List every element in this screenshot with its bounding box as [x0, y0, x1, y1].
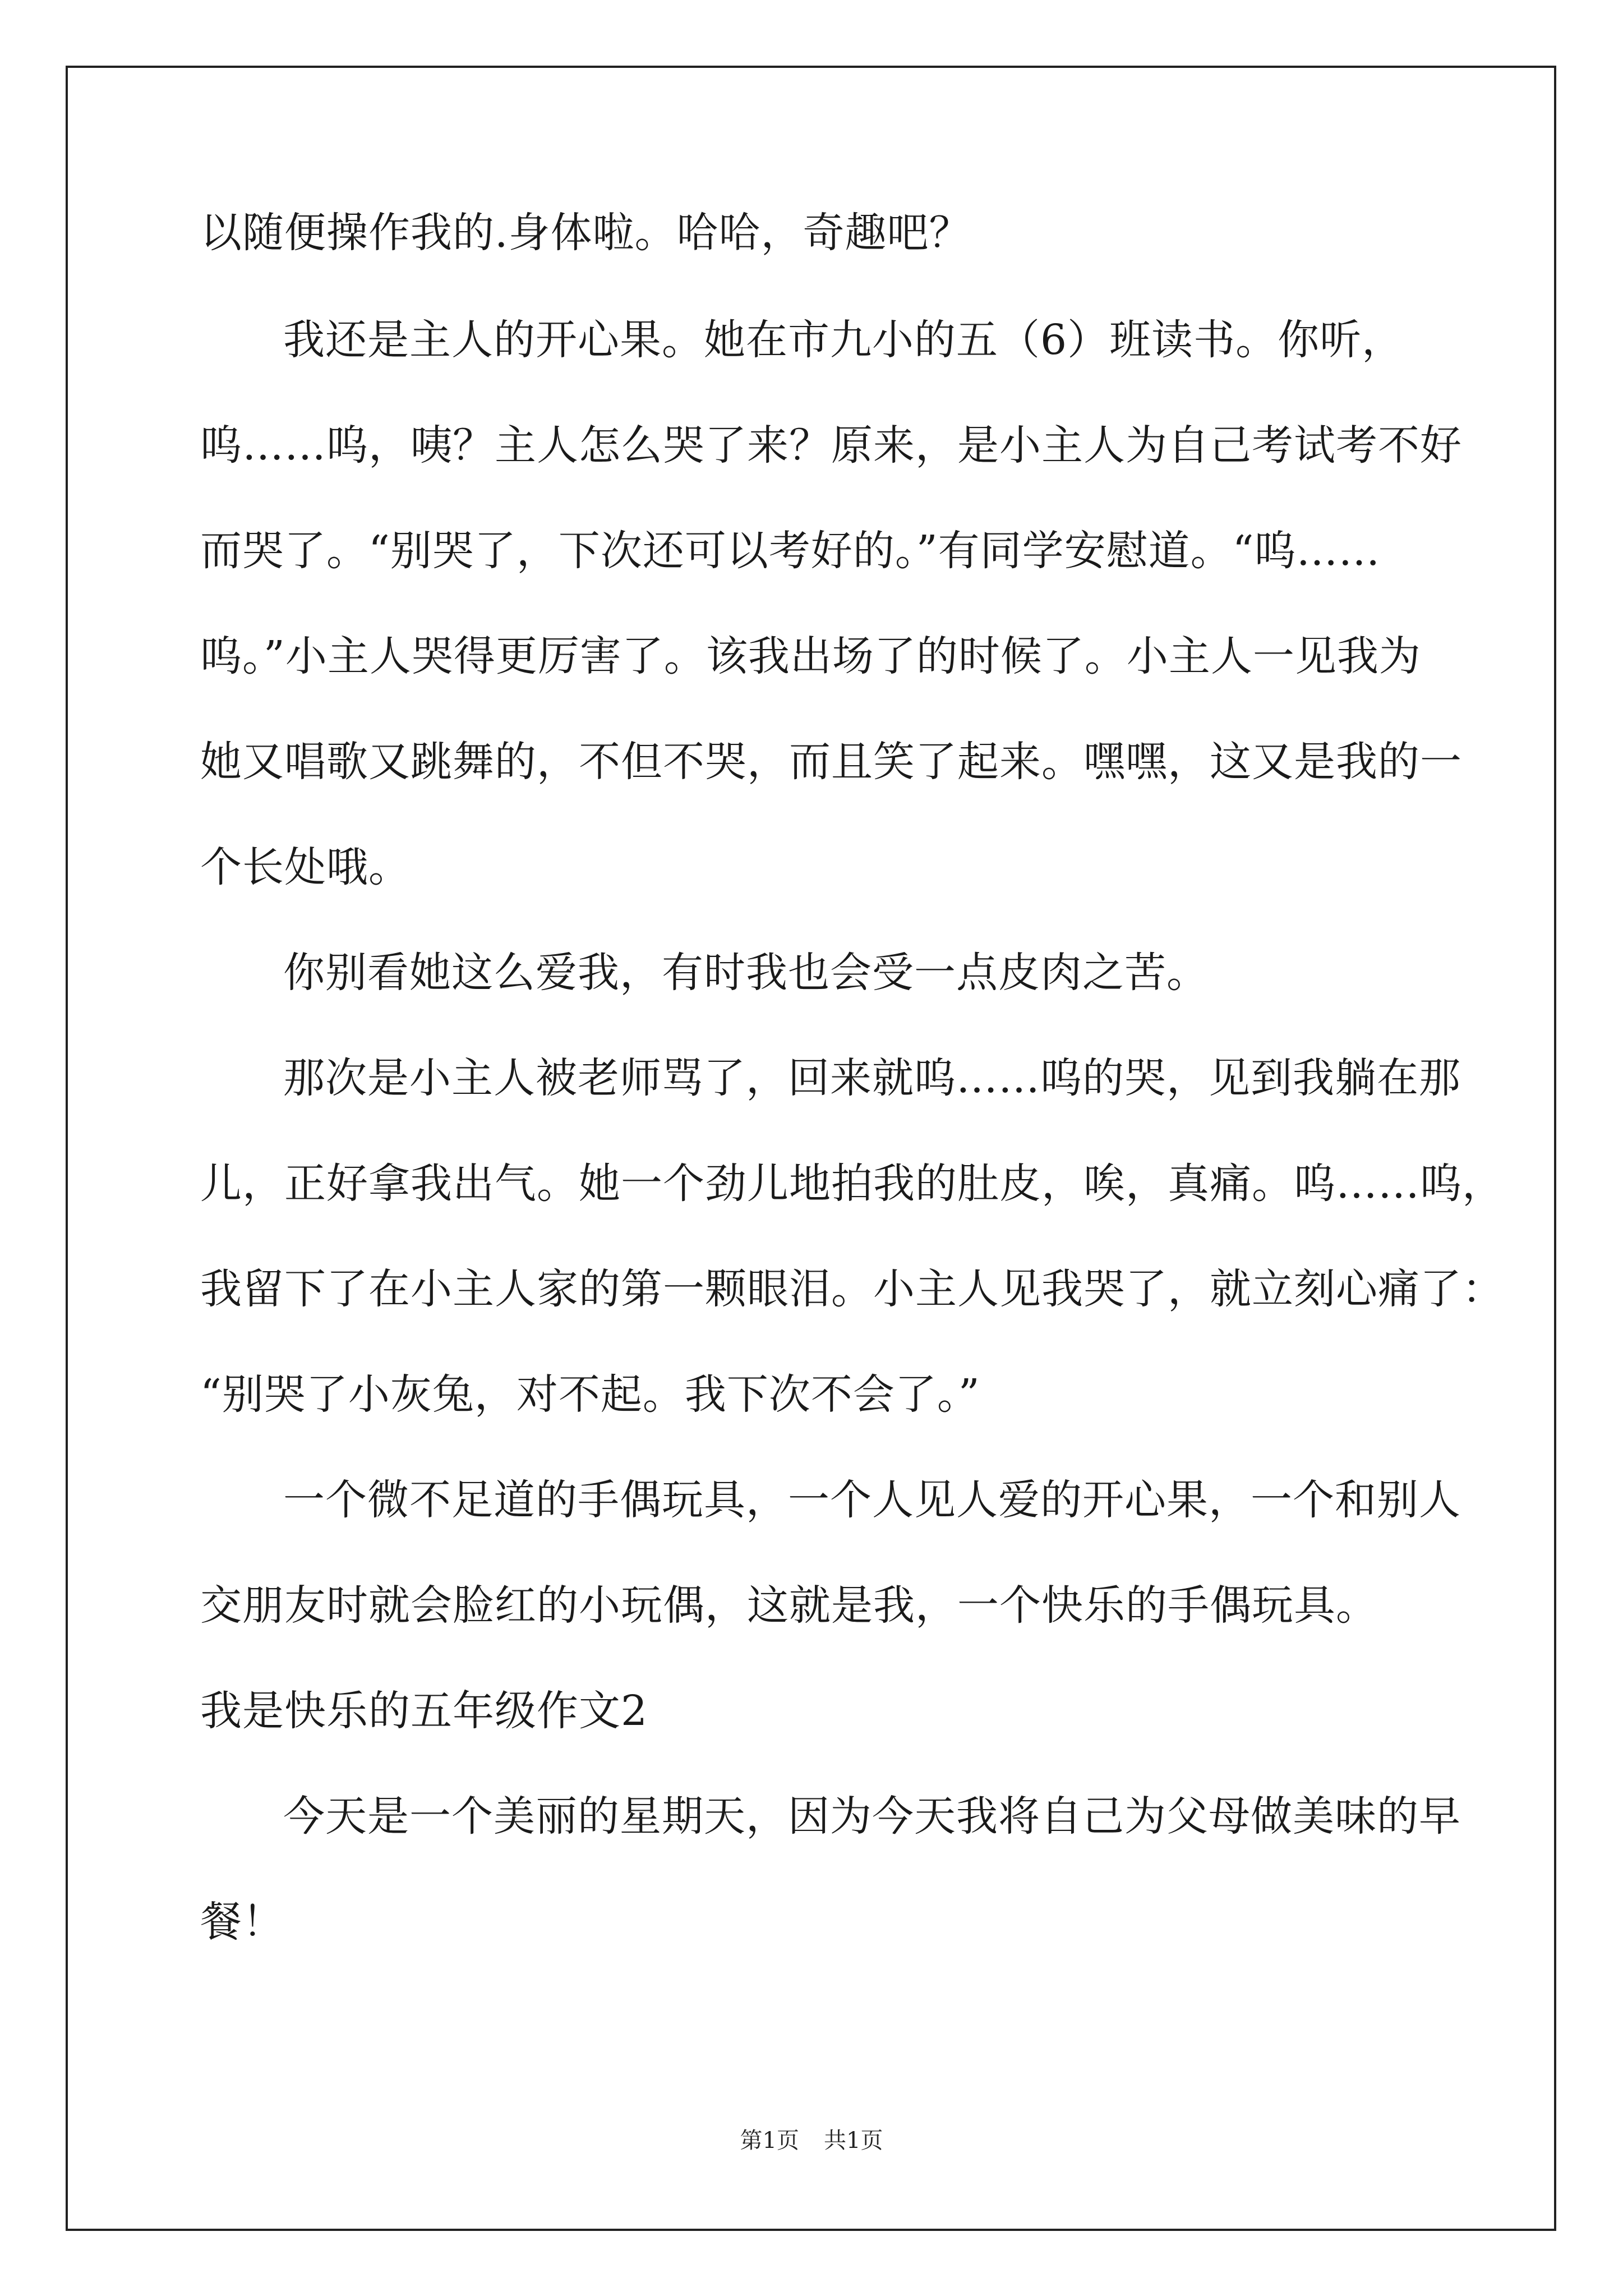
paragraph-start-line: 那次是小主人被老师骂了，回来就呜……呜的哭，见到我躺在那 — [283, 1054, 1461, 1102]
page-number-total: 共1页 — [824, 2128, 883, 2154]
text-line: 儿，正好拿我出气。她一个劲儿地拍我的肚皮，唉，真痛。呜……呜， — [200, 1159, 1504, 1208]
text-line: 我留下了在小主人家的第一颗眼泪。小主人见我哭了，就立刻心痛了： — [200, 1265, 1504, 1313]
text-line: 而哭了。“别哭了，下次还可以考好的。”有同学安慰道。“呜…… — [200, 527, 1381, 575]
page-number-current: 第1页 — [740, 2128, 799, 2154]
document-body — [200, 209, 1504, 1946]
paragraph-start-line: 一个微不足道的手偶玩具，一个人见人爱的开心果，一个和别人 — [283, 1476, 1461, 1524]
text-line: 餐！ — [200, 1898, 284, 1946]
text-line: 呜。”小主人哭得更厉害了。该我出场了的时候了。小主人一见我为 — [200, 632, 1421, 680]
text-line: 她又唱歌又跳舞的，不但不哭，而且笑了起来。嘿嘿，这又是我的一 — [200, 738, 1462, 786]
text-line: 个长处哦。 — [200, 843, 411, 891]
paragraph-start-line: 我还是主人的开心果。她在市九小的五（6）班读书。你听， — [283, 316, 1404, 364]
text-line: 呜……呜，咦？主人怎么哭了来？原来，是小主人为自己考试考不好 — [200, 421, 1462, 470]
paragraph-start-line: 今天是一个美丽的星期天，因为今天我将自己为父母做美味的早 — [283, 1792, 1461, 1841]
text-line: 交朋友时就会脸红的小玩偶，这就是我，一个快乐的手偶玩具。 — [200, 1581, 1378, 1630]
paragraph-start-line: 你别看她这么爱我，有时我也会受一点皮肉之苦。 — [283, 949, 1209, 997]
section-heading: 我是快乐的五年级作文2 — [200, 1687, 648, 1735]
text-line: “别哭了小灰兔，对不起。我下次不会了。” — [200, 1370, 980, 1419]
page-footer — [0, 2127, 1623, 2154]
text-line: 以随便操作我的.身体啦。哈哈，奇趣吧？ — [200, 209, 971, 257]
